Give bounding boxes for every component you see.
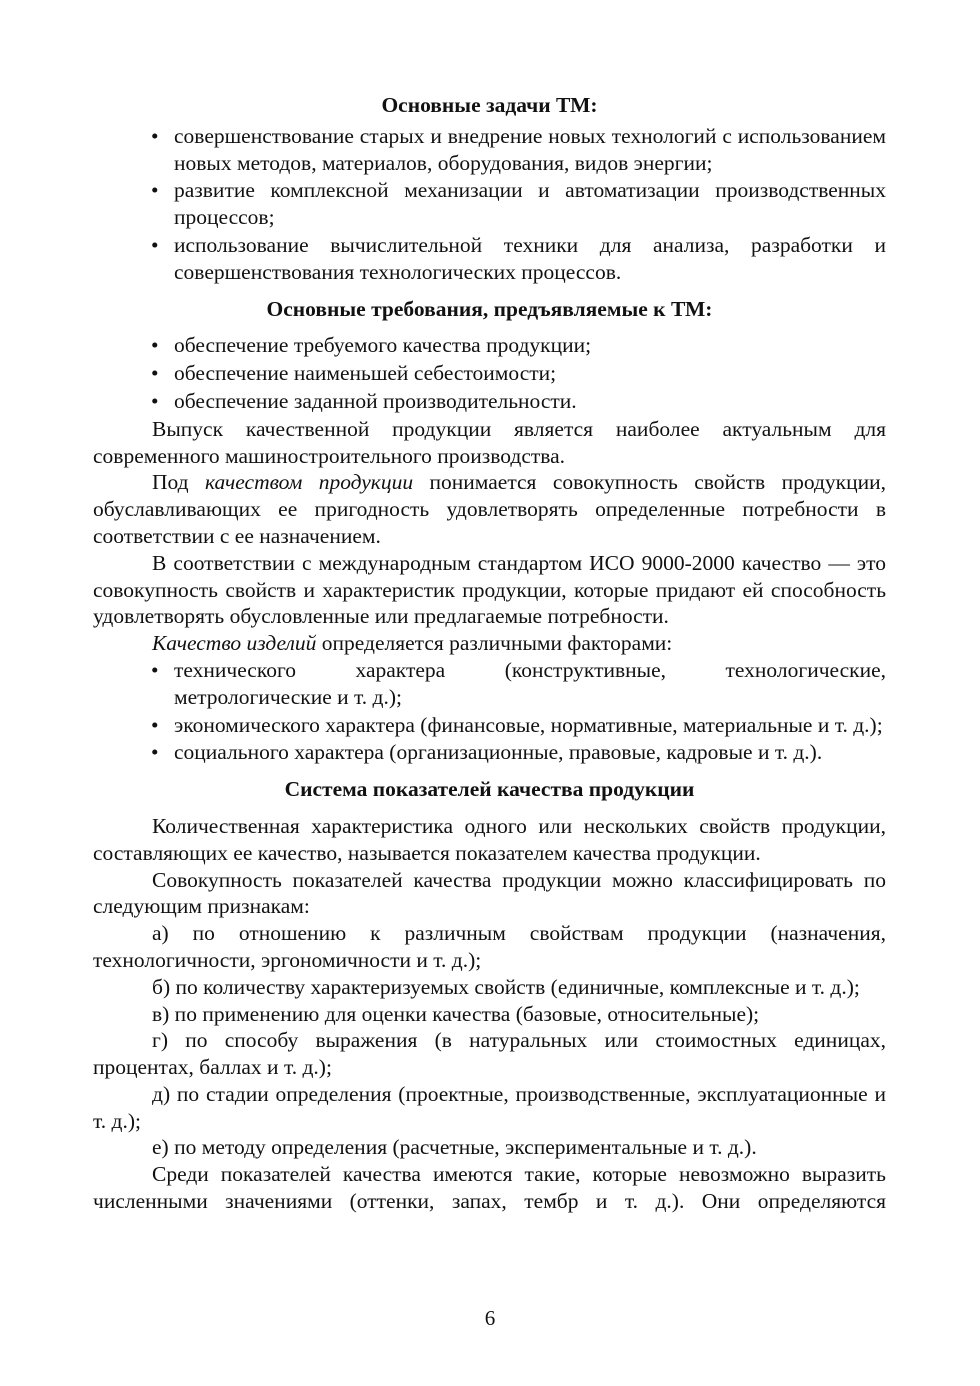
requirements-list (93, 332, 886, 414)
text-run: Под (152, 470, 206, 495)
tasks-list (93, 123, 886, 286)
emphasis-term: качеством продукции (205, 470, 414, 495)
criterion-a: а) по отношению к различным свойствам продукции (назначения, технологичности, эргономичности и т. д.); (93, 921, 886, 972)
heading-quality-indicators: Система показателей качества продукции (284, 777, 695, 802)
factors-list (93, 657, 886, 766)
paragraph-factors-intro (93, 630, 886, 657)
criterion-b: б) по количеству характеризуемых свойств (единичные, комплексные и т. д.); (152, 974, 860, 999)
paragraph-quantitative: Количественная характеристика одного или нескольких свойств продукции, составляющих ее качество, называется показателем качества продукции. (93, 813, 886, 865)
list-item: • совершенствование старых и внедрение новых технологий с использованием новых методов, материалов, оборудования, видов энергии; (93, 123, 886, 177)
paragraph-iso-standard: В соответствии с международным стандартом ИСО 9000-2000 качество — это совокупность свойств и характеристик продукции, которые придают ей способность удовлетворять обусловленные или предлагаемые потребности. (93, 550, 886, 629)
list-item: • обеспечение требуемого качества продукции; (93, 332, 886, 359)
criterion-e: д) по стадии определения (проектные, производственные, эксплуатационные и т. д.); (93, 1081, 886, 1133)
page-content (93, 92, 886, 1215)
paragraph-classification: Совокупность показателей качества продукции можно классифицировать по следующим признакам: (93, 867, 886, 919)
paragraph-output: Выпуск качественной продукции является наиболее актуальным для современного машиностроительного производства. (93, 416, 886, 468)
paragraph-non-numeric: Среди показателей качества имеются такие, которые невозможно выразить численными значениями (оттенки, запах, тембр и т. д.). Они определяются (93, 1162, 886, 1214)
list-item: • экономического характера (финансовые, нормативные, материальные и т. д.); (93, 712, 886, 739)
heading-main-requirements: Основные требования, предъявляемые к ТМ: (266, 296, 713, 321)
heading-main-tasks: Основные задачи ТМ: (381, 93, 598, 117)
page-number: 6 (484, 1306, 496, 1330)
criterion-c: в) по применению для оценки качества (базовые, относительные); (152, 1001, 760, 1026)
paragraph-quality-definition (93, 469, 886, 549)
list-item: • использование вычислительной техники для анализа, разработки и совершенствования технологических процессов. (93, 232, 886, 286)
criterion-f: е) по методу определения (расчетные, экспериментальные и т. д.). (152, 1135, 757, 1160)
text-run: определяется различными факторами: (316, 631, 673, 656)
list-item: • технического характера (конструктивные, технологические, метрологические и т. д.); (93, 657, 886, 711)
list-item: • обеспечение наименьшей себестоимости; (93, 360, 886, 387)
list-item: • развитие комплексной механизации и автоматизации производственных процессов; (93, 177, 886, 231)
criterion-d: г) по способу выражения (в натуральных или стоимостных единицах, процентах, баллах и т. д.); (93, 1028, 886, 1080)
emphasis-term: Качество изделий (152, 631, 317, 656)
text-run: понимается совокупность свойств продукции, обуславливающих ее пригодность удовлетворять определенные потребности в соответствии с ее назначением. (93, 470, 886, 548)
list-item: • обеспечение заданной производительности. (93, 388, 886, 415)
list-item: • социального характера (организационные, правовые, кадровые и т. д.). (93, 739, 886, 766)
